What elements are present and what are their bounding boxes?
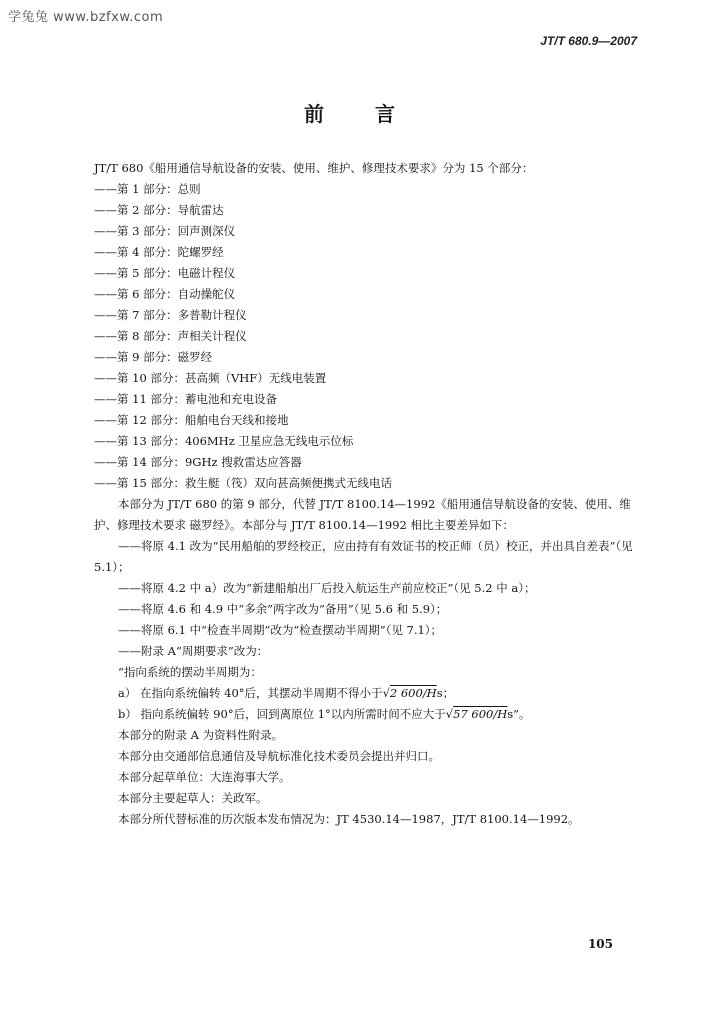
sqrt-icon: √ xyxy=(445,707,454,721)
list-item-b xyxy=(94,704,644,725)
replace-paragraph: 本部分为 JT/T 680 的第 9 部分，代替 JT/T 8100.14—1992《船用通信导航设备的安装、使用、维护、修理技术要求 磁罗经》。本部分与 JT/T 8100.14—1992 相比主要差异如下： xyxy=(94,497,631,532)
note-line: 本部分起草单位：大连海事大学。 xyxy=(118,770,291,784)
list-item-a xyxy=(94,683,644,704)
change-item: ——将原 4.2 中 a）改为“新建船舶出厂后投入航运生产前应校正”（见 5.2 中 a）； xyxy=(118,581,536,595)
page-title xyxy=(0,98,701,127)
part-item: ——第 12 部分：船舶电台天线和接地 xyxy=(94,413,289,427)
note-line: 本部分所代替标准的历次版本发布情况为：JT 4530.14—1987，JT/T 8100.14—1992。 xyxy=(118,812,580,826)
part-item: ——第 5 部分：电磁计程仪 xyxy=(94,266,236,280)
part-item: ——第 8 部分：声相关计程仪 xyxy=(94,329,247,343)
change-item: ——附录 A“周期要求”改为： xyxy=(118,644,269,658)
watermark: 学兔兔 www.bzfxw.com xyxy=(8,10,164,25)
item-b-unit: s”。 xyxy=(507,707,531,721)
part-item: ——第 6 部分：自动操舵仪 xyxy=(94,287,236,301)
change-item: ——将原 4.1 改为“民用船舶的罗经校正，应由持有有效证书的校正师（员）校正，并出具自差表”（见 5.1）； xyxy=(94,539,633,574)
part-item: ——第 2 部分：导航雷达 xyxy=(94,203,224,217)
title-char-2: 言 xyxy=(374,102,397,126)
part-item: ——第 7 部分：多普勒计程仪 xyxy=(94,308,247,322)
part-item: ——第 3 部分：回声测深仪 xyxy=(94,224,236,238)
item-a-unit: s； xyxy=(436,686,455,700)
item-b-radicand: 57 600/H xyxy=(453,707,508,721)
change-item: ——将原 4.6 和 4.9 中“多余”两字改为“备用”（见 5.6 和 5.9）； xyxy=(118,602,448,616)
change-item: ——将原 6.1 中“检查半周期”改为“检查摆动半周期”（见 7.1）； xyxy=(118,623,443,637)
item-b-label: b） xyxy=(118,707,137,721)
item-a-radicand: 2 600/H xyxy=(389,686,437,700)
intro-line: JT/T 680《船用通信导航设备的安装、使用、维护、修理技术要求》分为 15 个部分： xyxy=(94,161,534,175)
item-a-text: 在指向系统偏转 40°后，其摆动半周期不得小于 xyxy=(140,686,383,700)
title-char-1: 前 xyxy=(304,102,327,126)
note-line: 本部分的附录 A 为资料性附录。 xyxy=(118,728,284,742)
page-number: 105 xyxy=(587,937,613,951)
quote-intro: “指向系统的摆动半周期为： xyxy=(118,665,262,679)
part-item: ——第 14 部分：9GHz 搜救雷达应答器 xyxy=(94,455,302,469)
standard-code: JT/T 680.9—2007 xyxy=(540,34,637,48)
note-line: 本部分主要起草人：关政军。 xyxy=(118,791,268,805)
part-item: ——第 15 部分：救生艇（筏）双向甚高频便携式无线电话 xyxy=(94,476,392,490)
part-item: ——第 11 部分：蓄电池和充电设备 xyxy=(94,392,277,406)
item-b-text: 指向系统偏转 90°后，回到离原位 1°以内所需时间不应大于 xyxy=(140,707,446,721)
sqrt-icon: √ xyxy=(382,686,390,700)
part-item: ——第 4 部分：陀螺罗经 xyxy=(94,245,224,259)
part-item: ——第 1 部分：总则 xyxy=(94,182,201,196)
part-item: ——第 9 部分：磁罗经 xyxy=(94,350,213,364)
note-line: 本部分由交通部信息通信及导航标准化技术委员会提出并归口。 xyxy=(118,749,440,763)
document-body xyxy=(94,158,644,830)
part-item: ——第 10 部分：甚高频（VHF）无线电装置 xyxy=(94,371,327,385)
item-a-label: a） xyxy=(118,686,137,700)
part-item: ——第 13 部分：406MHz 卫星应急无线电示位标 xyxy=(94,434,354,448)
